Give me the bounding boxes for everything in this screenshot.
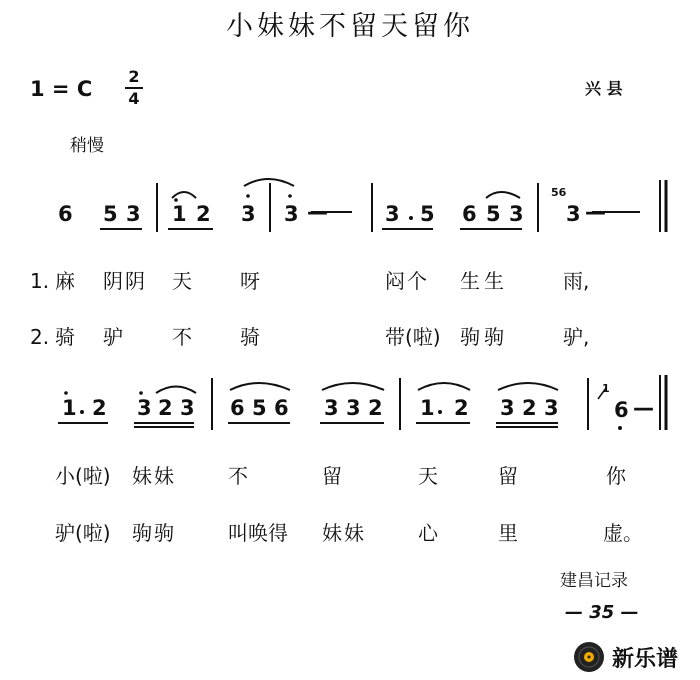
lyric: 留 bbox=[322, 464, 342, 488]
note: 1 bbox=[420, 396, 435, 420]
note: 3 bbox=[324, 396, 339, 420]
vinyl-record-icon bbox=[572, 640, 606, 674]
note: 5 bbox=[252, 396, 267, 420]
note: 2 bbox=[158, 396, 173, 420]
logo-text: 新乐谱 bbox=[612, 647, 679, 672]
note: 3 bbox=[284, 202, 299, 226]
lyric: 驹驹 bbox=[132, 521, 176, 545]
lyric: 留 bbox=[498, 464, 518, 488]
note: 1 bbox=[172, 202, 187, 226]
lyric: 驴, bbox=[563, 325, 590, 349]
transcriber-credit: 建昌记录 bbox=[560, 571, 628, 591]
note: 6 bbox=[58, 202, 73, 226]
lyric: 阴阴 bbox=[103, 269, 147, 293]
song-title: 小妹妹不留天留你 bbox=[226, 11, 474, 42]
note: 2 bbox=[522, 396, 537, 420]
dash: — bbox=[633, 396, 654, 420]
lyric: 不 bbox=[228, 464, 248, 488]
lyric: 你 bbox=[606, 464, 626, 488]
note: 6 bbox=[462, 202, 477, 226]
note: 2 bbox=[92, 396, 107, 420]
key-signature: 1 = C bbox=[30, 77, 93, 101]
lyric: 天 bbox=[172, 269, 192, 293]
dash: — bbox=[307, 200, 326, 224]
verse-number: 1. bbox=[30, 269, 50, 293]
note: 3 bbox=[180, 396, 195, 420]
note: 5 bbox=[420, 202, 435, 226]
time-signature-top: 2 bbox=[128, 67, 140, 86]
note: 3 bbox=[126, 202, 141, 226]
note: 3 bbox=[509, 202, 524, 226]
lyric: 心 bbox=[418, 521, 438, 545]
note: 3 bbox=[385, 202, 400, 226]
lyric: 麻 bbox=[55, 269, 75, 293]
lyric: 天 bbox=[418, 464, 438, 488]
page-number: — 35 — bbox=[565, 602, 639, 623]
lyric: 生生 bbox=[460, 269, 508, 293]
lyric: 雨, bbox=[563, 269, 590, 293]
note: 5 bbox=[486, 202, 501, 226]
region-label: 兴 县 bbox=[585, 79, 623, 98]
note: 3 bbox=[544, 396, 559, 420]
note: 3 bbox=[346, 396, 361, 420]
lyric: 骑 bbox=[240, 325, 260, 349]
note: 3 bbox=[137, 396, 152, 420]
lyric: 闷个 bbox=[385, 269, 429, 293]
lyric: 不 bbox=[172, 325, 192, 349]
note: 3 bbox=[241, 202, 256, 226]
lyric: 驹驹 bbox=[460, 325, 508, 349]
note: 3 bbox=[566, 202, 581, 226]
note: 2 bbox=[454, 396, 469, 420]
lyric: 叫唤得 bbox=[228, 521, 288, 545]
lyric: 小(啦) bbox=[55, 464, 111, 488]
lyric: 妹妹 bbox=[322, 521, 366, 545]
time-signature-bottom: 4 bbox=[128, 89, 140, 108]
note: 2 bbox=[368, 396, 383, 420]
lyric: 带(啦) bbox=[385, 325, 441, 349]
lyric: 里 bbox=[498, 521, 518, 545]
note: 5 bbox=[103, 202, 118, 226]
note: 1 bbox=[62, 396, 77, 420]
note: 6 bbox=[274, 396, 289, 420]
lyric: 呀 bbox=[240, 269, 260, 293]
lyric: 妹妹 bbox=[132, 464, 176, 488]
tempo-marking: 稍慢 bbox=[70, 136, 104, 156]
lyric: 驴 bbox=[103, 325, 123, 349]
lyric: 虚。 bbox=[603, 521, 643, 545]
note: 2 bbox=[196, 202, 211, 226]
note: 6 bbox=[614, 398, 629, 422]
grace-notes: 56 bbox=[551, 186, 567, 199]
dash: — bbox=[585, 200, 606, 224]
lyric: 骑 bbox=[55, 325, 75, 349]
lyric: 驴(啦) bbox=[55, 521, 111, 545]
grace-note: 1 bbox=[602, 382, 610, 395]
note: 6 bbox=[230, 396, 245, 420]
note: 3 bbox=[500, 396, 515, 420]
verse-number: 2. bbox=[30, 325, 50, 349]
